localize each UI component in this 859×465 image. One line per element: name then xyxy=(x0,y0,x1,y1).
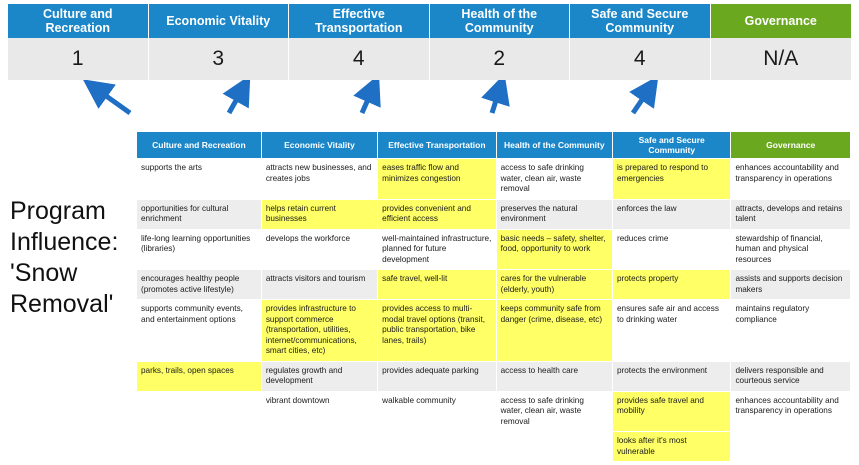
caption-line-2: Influence: xyxy=(10,228,119,256)
matrix-cell: basic needs – safety, shelter, food, opportunity to work xyxy=(496,229,612,270)
caption-line-3: 'Snow xyxy=(10,259,78,287)
matrix-cell: walkable community xyxy=(378,391,496,432)
banner-header-label: Safe and Secure Community xyxy=(570,4,711,38)
connector-arrow-5 xyxy=(633,88,650,113)
table-row xyxy=(137,270,851,300)
banner-score-value: 1 xyxy=(8,38,149,80)
matrix-cell: enhances accountability and transparency in operations xyxy=(731,159,851,200)
matrix-cell: regulates growth and development xyxy=(261,361,377,391)
matrix-cell: provides adequate parking xyxy=(378,361,496,391)
banner-header-label: Culture and Recreation xyxy=(8,4,149,38)
banner-score-value: 4 xyxy=(570,38,711,80)
matrix-cell xyxy=(137,432,262,462)
table-row xyxy=(137,391,851,432)
matrix-cell: supports the arts xyxy=(137,159,262,200)
table-row xyxy=(137,432,851,462)
matrix-cell: enforces the law xyxy=(612,199,730,229)
banner-score-value: N/A xyxy=(711,38,852,80)
matrix-cell: cares for the vulnerable (elderly, youth) xyxy=(496,270,612,300)
matrix-cell xyxy=(261,432,377,462)
matrix-cell: keeps community safe from danger (crime, disease, etc) xyxy=(496,300,612,362)
table-row xyxy=(137,300,851,362)
matrix-cell: life-long learning opportunities (libraries) xyxy=(137,229,262,270)
matrix-cell: assists and supports decision makers xyxy=(731,270,851,300)
banner-column-4 xyxy=(430,4,571,80)
matrix-cell: helps retain current businesses xyxy=(261,199,377,229)
banner-header-label: Economic Vitality xyxy=(149,4,290,38)
matrix-cell: provides infrastructure to support commerce (transportation, utilities, internet/communications, smart cities, etc) xyxy=(261,300,377,362)
matrix-cell: develops the workforce xyxy=(261,229,377,270)
connector-arrow-3 xyxy=(362,88,373,113)
table-row xyxy=(137,361,851,391)
matrix-cell: attracts, develops and retains talent xyxy=(731,199,851,229)
matrix-cell: parks, trails, open spaces xyxy=(137,361,262,391)
banner-header-label: Health of the Community xyxy=(430,4,571,38)
outcome-matrix xyxy=(136,131,851,462)
matrix-body xyxy=(137,159,851,462)
table-row xyxy=(137,159,851,200)
matrix-cell: encourages healthy people (promotes active lifestyle) xyxy=(137,270,262,300)
matrix-cell: access to health care xyxy=(496,361,612,391)
matrix-cell: is prepared to respond to emergencies xyxy=(612,159,730,200)
matrix-cell: provides access to multi-modal travel options (transit, public transportation, bike lanes, trails) xyxy=(378,300,496,362)
connector-arrow-1 xyxy=(95,88,130,113)
banner-column-1 xyxy=(8,4,149,80)
banner-score-value: 3 xyxy=(149,38,290,80)
matrix-cell xyxy=(496,432,612,462)
matrix-cell: reduces crime xyxy=(612,229,730,270)
matrix-cell: well-maintained infrastructure, planned for future development xyxy=(378,229,496,270)
matrix-cell: access to safe drinking water, clean air, waste removal xyxy=(496,391,612,432)
matrix-header-cell: Economic Vitality xyxy=(261,132,377,159)
matrix-header-cell: Governance xyxy=(731,132,851,159)
matrix-header-cell: Health of the Community xyxy=(496,132,612,159)
banner-column-2 xyxy=(149,4,290,80)
table-row xyxy=(137,229,851,270)
score-banner xyxy=(8,4,851,80)
banner-column-5 xyxy=(570,4,711,80)
matrix-cell: ensures safe air and access to drinking water xyxy=(612,300,730,362)
matrix-cell: attracts visitors and tourism xyxy=(261,270,377,300)
matrix-header-cell: Safe and Secure Community xyxy=(612,132,730,159)
connector-arrow-2 xyxy=(229,88,243,113)
matrix-cell: stewardship of financial, human and physical resources xyxy=(731,229,851,270)
matrix-cell: looks after it's most vulnerable xyxy=(612,432,730,462)
matrix-cell: maintains regulatory compliance xyxy=(731,300,851,362)
matrix-header-cell: Culture and Recreation xyxy=(137,132,262,159)
arrow-group xyxy=(0,80,859,135)
caption-line-4: Removal' xyxy=(10,290,114,318)
caption-line-1: Program xyxy=(10,197,106,225)
matrix-cell: access to safe drinking water, clean air, waste removal xyxy=(496,159,612,200)
banner-column-6 xyxy=(711,4,852,80)
matrix-cell xyxy=(731,432,851,462)
banner-score-value: 4 xyxy=(289,38,430,80)
matrix-header-cell: Effective Transportation xyxy=(378,132,496,159)
matrix-cell: delivers responsible and courteous service xyxy=(731,361,851,391)
matrix-cell: protects property xyxy=(612,270,730,300)
matrix-cell: provides safe travel and mobility xyxy=(612,391,730,432)
banner-column-3 xyxy=(289,4,430,80)
matrix-cell: provides convenient and efficient access xyxy=(378,199,496,229)
matrix-cell: attracts new businesses, and creates jobs xyxy=(261,159,377,200)
banner-header-label: Governance xyxy=(711,4,852,38)
matrix-header-row xyxy=(137,132,851,159)
matrix-cell xyxy=(378,432,496,462)
matrix-cell: protects the environment xyxy=(612,361,730,391)
matrix-cell: vibrant downtown xyxy=(261,391,377,432)
banner-score-value: 2 xyxy=(430,38,571,80)
table-row xyxy=(137,199,851,229)
matrix-cell: preserves the natural environment xyxy=(496,199,612,229)
matrix-cell: enhances accountability and transparency in operations xyxy=(731,391,851,432)
matrix-cell: opportunities for cultural enrichment xyxy=(137,199,262,229)
matrix-cell xyxy=(137,391,262,432)
matrix-cell: eases traffic flow and minimizes congestion xyxy=(378,159,496,200)
matrix-cell: supports community events, and entertainment options xyxy=(137,300,262,362)
program-influence-caption xyxy=(10,196,135,320)
connector-arrow-4 xyxy=(492,88,500,113)
banner-header-label: Effective Transportation xyxy=(289,4,430,38)
matrix-cell: safe travel, well-lit xyxy=(378,270,496,300)
